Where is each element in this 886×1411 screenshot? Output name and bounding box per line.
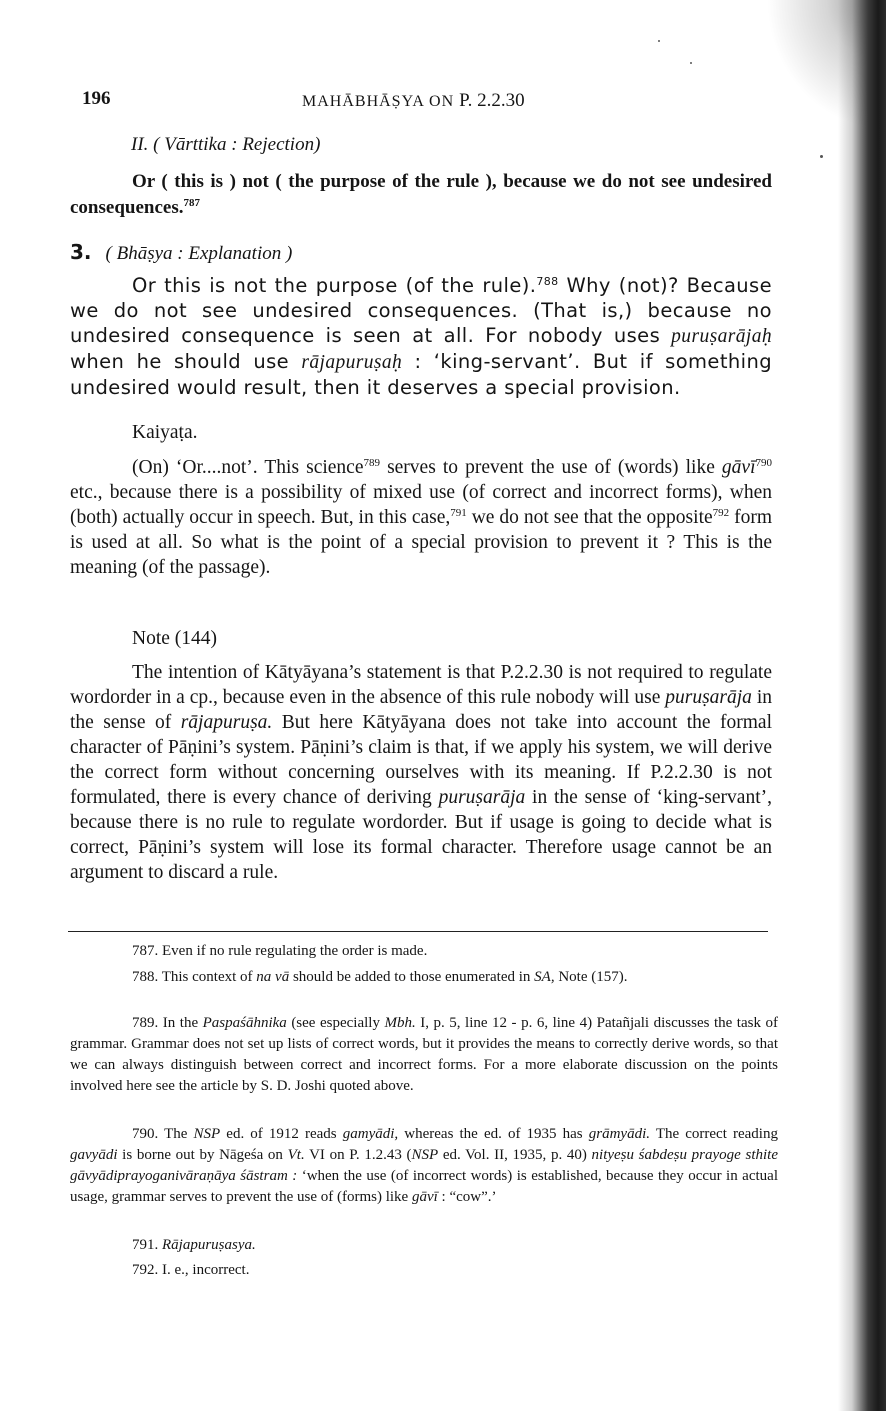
bhasya-heading: ( Bhāṣya : Explanation ) bbox=[105, 243, 293, 264]
footnote-part: VI on P. 1.2.43 ( bbox=[304, 1147, 412, 1163]
footnote-part: 791. bbox=[132, 1237, 162, 1253]
footnote-ref: 791 bbox=[450, 507, 467, 519]
bhasya-text-part: : ‘king-servant’. But if something undesired would result, then it deserves a special provision. bbox=[70, 350, 772, 399]
kaiyata-text-part: (On) ‘Or....not’. This science bbox=[132, 457, 364, 478]
kaiyata-label-block bbox=[132, 420, 834, 445]
sanskrit-term: rājapuruṣaḥ bbox=[301, 352, 403, 373]
footnote-part: ed. Vol. II, 1935, p. 40) bbox=[438, 1147, 592, 1163]
bhasya-paragraph bbox=[70, 273, 772, 400]
footnote-part: should be added to those enumerated in bbox=[289, 969, 535, 985]
footnote-788 bbox=[70, 967, 778, 988]
footnote-divider bbox=[68, 931, 768, 932]
footnote-part: Note (157). bbox=[554, 969, 628, 985]
scan-speck bbox=[658, 40, 660, 42]
bhasya-text-part: Why (not)? Because we do not see undesired consequences. (That is,) because no undesired consequence is seen at all. For nobody uses bbox=[70, 274, 773, 347]
section-number: 3. bbox=[70, 240, 92, 264]
footnote-text bbox=[70, 1124, 778, 1208]
vartika-text bbox=[70, 169, 772, 221]
page-header bbox=[82, 88, 782, 114]
running-title-text: MAHĀBHĀṢYA ON bbox=[302, 93, 460, 110]
footnote-part: 788. This context of bbox=[132, 969, 257, 985]
sanskrit-term: gavyādi bbox=[70, 1147, 118, 1163]
footnote-part: 789. In the bbox=[132, 1015, 203, 1031]
footnote-part: (see especially bbox=[286, 1015, 385, 1031]
footnote-ref: 789 bbox=[363, 457, 380, 469]
footnote-part: : “cow”.’ bbox=[437, 1189, 497, 1205]
vartika-statement: Or ( this is ) not ( the purpose of the rule ), because we do not see undesired consequences. bbox=[70, 171, 772, 218]
footnote-text: 792. I. e., incorrect. bbox=[132, 1262, 250, 1278]
footnote-text bbox=[70, 1235, 778, 1256]
bhasya-text-part: when he should use bbox=[70, 350, 302, 373]
sanskrit-term: na vā bbox=[256, 969, 290, 985]
footnote-part: 790. The bbox=[132, 1126, 194, 1142]
sanskrit-term: puruṣarāja bbox=[438, 787, 526, 808]
sanskrit-quote: nityeṣu śabdeṣu prayoge sthite gāvyādiprayoganivāraṇāya śāstram : bbox=[70, 1147, 778, 1184]
bhasya-text bbox=[70, 273, 772, 400]
footnote-text: 787. Even if no rule regulating the order is made. bbox=[132, 943, 428, 959]
sanskrit-term: puruṣarāja bbox=[665, 687, 752, 708]
sanskrit-term: gāvī bbox=[411, 1189, 438, 1205]
note-text bbox=[70, 660, 772, 885]
kaiyata-text bbox=[70, 455, 772, 580]
sanskrit-term: grāmyādi. bbox=[588, 1126, 650, 1142]
bhasya-text-part: Or this is not the purpose (of the rule). bbox=[132, 274, 537, 297]
vartika-heading: II. ( Vārttika : Rejection) bbox=[131, 134, 321, 155]
note-paragraph bbox=[70, 660, 772, 885]
scan-speck bbox=[820, 155, 823, 158]
page-number: 196 bbox=[82, 88, 111, 109]
note-text-part: The intention of Kātyāyana’s statement is that P.2.2.30 is not required to regulate wordorder in a cp., because even in the absence of this rule nobody will use bbox=[70, 662, 772, 708]
kaiyata-text-part: etc., because there is a possibility of mixed use (of correct and incorrect forms), when (both) actually occur in speech. But, in this case, bbox=[70, 482, 772, 528]
kaiyata-text-part: form is used at all. So what is the point of a special provision to prevent it ? This is the meaning (of the passage). bbox=[70, 507, 773, 578]
binding-edge-shadow bbox=[838, 0, 886, 1411]
footnote-789 bbox=[70, 1013, 778, 1097]
kaiyata-paragraph bbox=[70, 455, 772, 580]
note-label-block bbox=[132, 626, 834, 651]
note-text-part: in the sense of bbox=[70, 687, 772, 733]
vartika-text-block bbox=[70, 169, 772, 221]
footnote-ref: 787 bbox=[183, 197, 200, 209]
footnote-part: ed. of 1912 reads bbox=[220, 1126, 343, 1142]
abbreviation: NSP bbox=[193, 1126, 221, 1142]
note-text-part: in the sense of ‘king-servant’, because there is no rule to regulate wordorder. But if usage is going to decide what is correct, Pāṇini’s system will lose its formal character. Therefore usage cannot be an argument to discard a rule. bbox=[70, 787, 772, 883]
footnote-text bbox=[70, 967, 778, 988]
note-label: Note (144) bbox=[132, 628, 218, 649]
sanskrit-term: rājapuruṣa. bbox=[180, 712, 273, 733]
abbreviation: Mbh. bbox=[384, 1015, 416, 1031]
footnote-791 bbox=[70, 1235, 778, 1256]
footnote-792 bbox=[70, 1260, 778, 1281]
footnote-part: is borne out by Nāgeśa on bbox=[117, 1147, 288, 1163]
running-title bbox=[302, 90, 525, 112]
footnote-text bbox=[70, 1013, 778, 1097]
abbreviation: NSP bbox=[411, 1147, 439, 1163]
abbreviation: Vt. bbox=[287, 1147, 305, 1163]
sanskrit-term: Rājapuruṣasya. bbox=[162, 1237, 256, 1253]
kaiyata-text-part: we do not see that the opposite bbox=[466, 507, 713, 528]
kaiyata-text-part: serves to prevent the use of (words) like bbox=[380, 457, 722, 478]
sanskrit-term: puruṣarājaḥ bbox=[671, 326, 772, 347]
footnote-ref: 790 bbox=[755, 457, 772, 469]
kaiyata-label: Kaiyaṭa. bbox=[132, 422, 198, 443]
footnote-part: The correct reading bbox=[650, 1126, 778, 1142]
sanskrit-term: gāvī bbox=[721, 457, 756, 478]
section-three-heading bbox=[70, 240, 772, 265]
sanskrit-term: gamyādi, bbox=[342, 1126, 399, 1142]
running-title-rule: P. 2.2.30 bbox=[459, 90, 525, 111]
footnote-part: ‘when the use (of incorrect words) is established, because they occur in actual usage, grammar serves to prevent the use of (forms) like bbox=[70, 1168, 778, 1205]
sanskrit-term: Paspaśāhnika bbox=[202, 1015, 287, 1031]
footnote-787 bbox=[70, 941, 778, 962]
abbreviation: SA, bbox=[534, 969, 555, 985]
footnote-ref: 788 bbox=[536, 275, 559, 288]
footnote-part: I, p. 5, line 12 - p. 6, line 4) Patañjali discusses the task of grammar. Grammar does not set up lists of correct words, but it provides the means to correctly derive words, so that we can always distinguish between correct and incorrect forms. For a more elaborate discussion on the points involved here see the article by S. D. Joshi quoted above. bbox=[70, 1015, 778, 1094]
footnote-ref: 792 bbox=[712, 507, 730, 519]
scan-speck bbox=[690, 62, 692, 64]
note-text-part: But here Kātyāyana does not take into account the formal character of Pāṇini’s system. Pāṇini’s claim is that, if we apply his system, we will derive the correct form without concerning ourselves with its meaning. If P.2.2.30 is not formulated, there is every chance of deriving bbox=[70, 712, 772, 808]
footnote-part: whereas the ed. of 1935 has bbox=[398, 1126, 589, 1142]
footnote-790 bbox=[70, 1124, 778, 1208]
section-two-heading bbox=[131, 134, 731, 156]
